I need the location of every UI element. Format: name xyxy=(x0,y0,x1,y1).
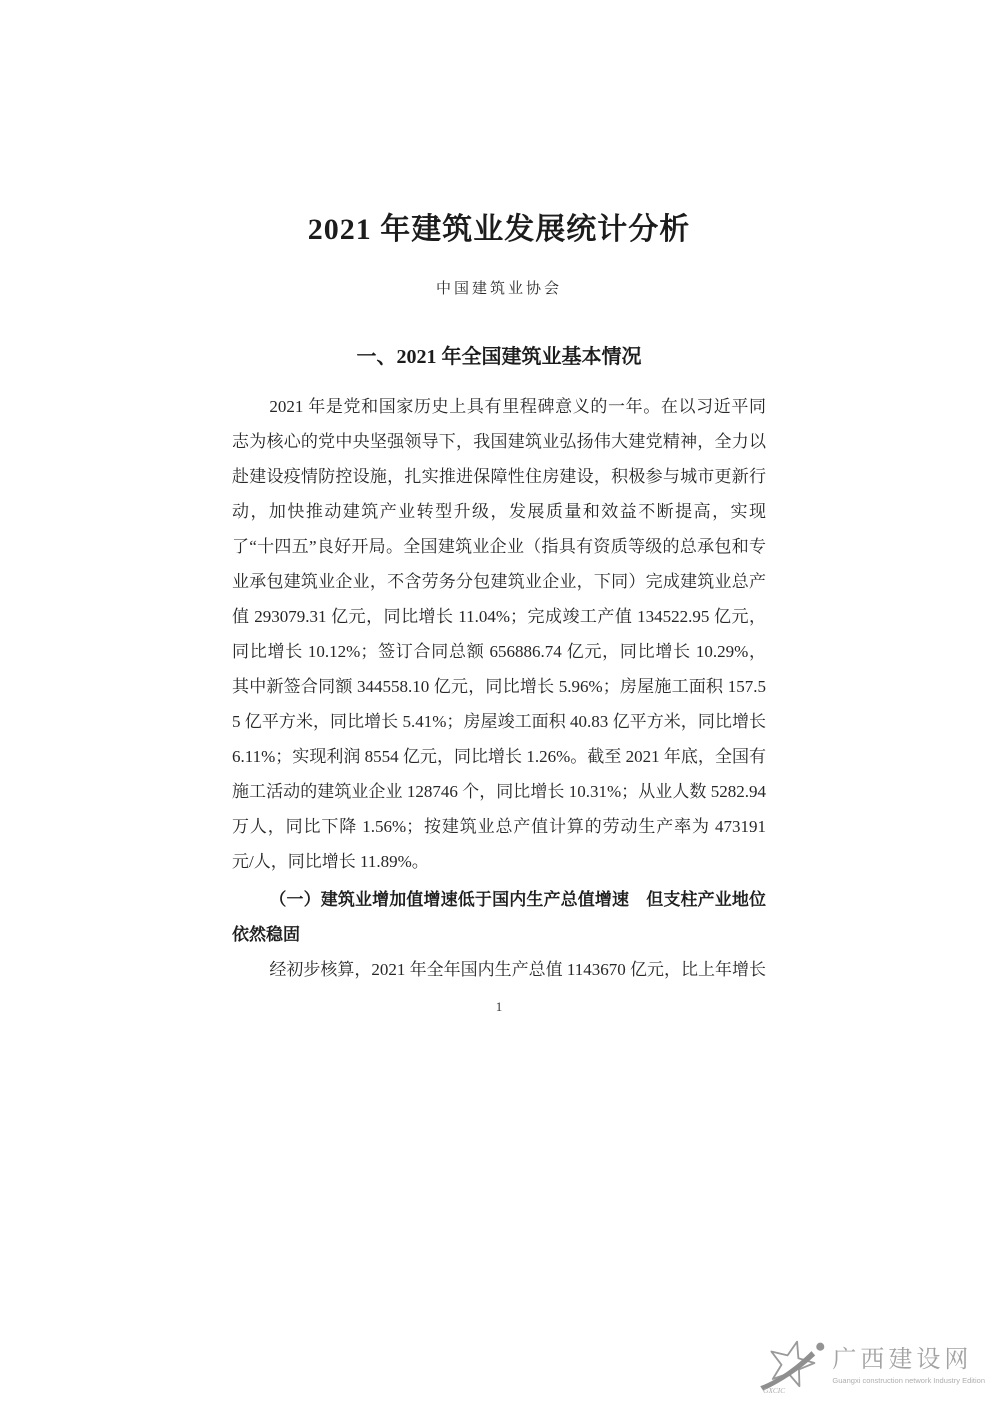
watermark-site-caption: Guangxi construction network Industry Edition xyxy=(832,1375,985,1385)
logo-script-text: GXCIC xyxy=(763,1385,786,1395)
subsection-heading: （一）建筑业增加值增速低于国内生产总值增速 但支柱产业地位依然稳固 xyxy=(232,890,766,944)
doc-author: 中国建筑业协会 xyxy=(435,281,562,297)
paragraph-2: 经初步核算，2021 年全年国内生产总值 1143670 亿元，比上年增长 xyxy=(269,960,767,979)
logo-dot xyxy=(817,1343,825,1351)
watermark-text-block xyxy=(832,1346,985,1385)
star-logo-icon xyxy=(754,1335,828,1395)
page-number: 1 xyxy=(495,999,503,1014)
section-heading: 一、2021 年全国建筑业基本情况 xyxy=(356,346,642,368)
paragraph-1: 2021 年是党和国家历史上具有里程碑意义的一年。在以习近平同志为核心的党中央坚强领导下，我国建筑业弘扬伟大建党精神，全力以赴建设疫情防控设施，扎实推进保障性住房建设，积极参与城市更新行动，加快推动建筑产业转型升级，发展质量和效益不断提高，实现了“十四五”良好开局。全国建筑业企业（指具有资质等级的总承包和专业承包建筑业企业，不含劳务分包建筑业企业，下同）完成建筑业总产值 293079.31 亿元，同比增长 11.04%；完成竣工产值 134522.95 亿元，同比增长 10.12%；签订合同总额 656886.74 亿元，同比增长 10.29%，其中新签合同额 344558.10 亿元，同比增长 5.96%；房屋施工面积 157.55 亿平方米，同比增长 5.41%；房屋竣工面积 40.83 亿平方米，同比增长 6.11%；实现利润 8554 亿元，同比增长 1.26%。截至 2021 年底，全国有施工活动的建筑业企业 128746 个，同比增长 10.31%；从业人数 5282.94 万人，同比下降 1.56%；按建筑业总产值计算的劳动生产率为 473191 元/人，同比增长 11.89%。 xyxy=(232,397,766,871)
document-content xyxy=(232,0,766,987)
watermark-site-name: 广西建设网 xyxy=(832,1346,973,1373)
watermark xyxy=(754,1335,985,1395)
doc-title: 2021 年建筑业发展统计分析 xyxy=(307,213,691,246)
